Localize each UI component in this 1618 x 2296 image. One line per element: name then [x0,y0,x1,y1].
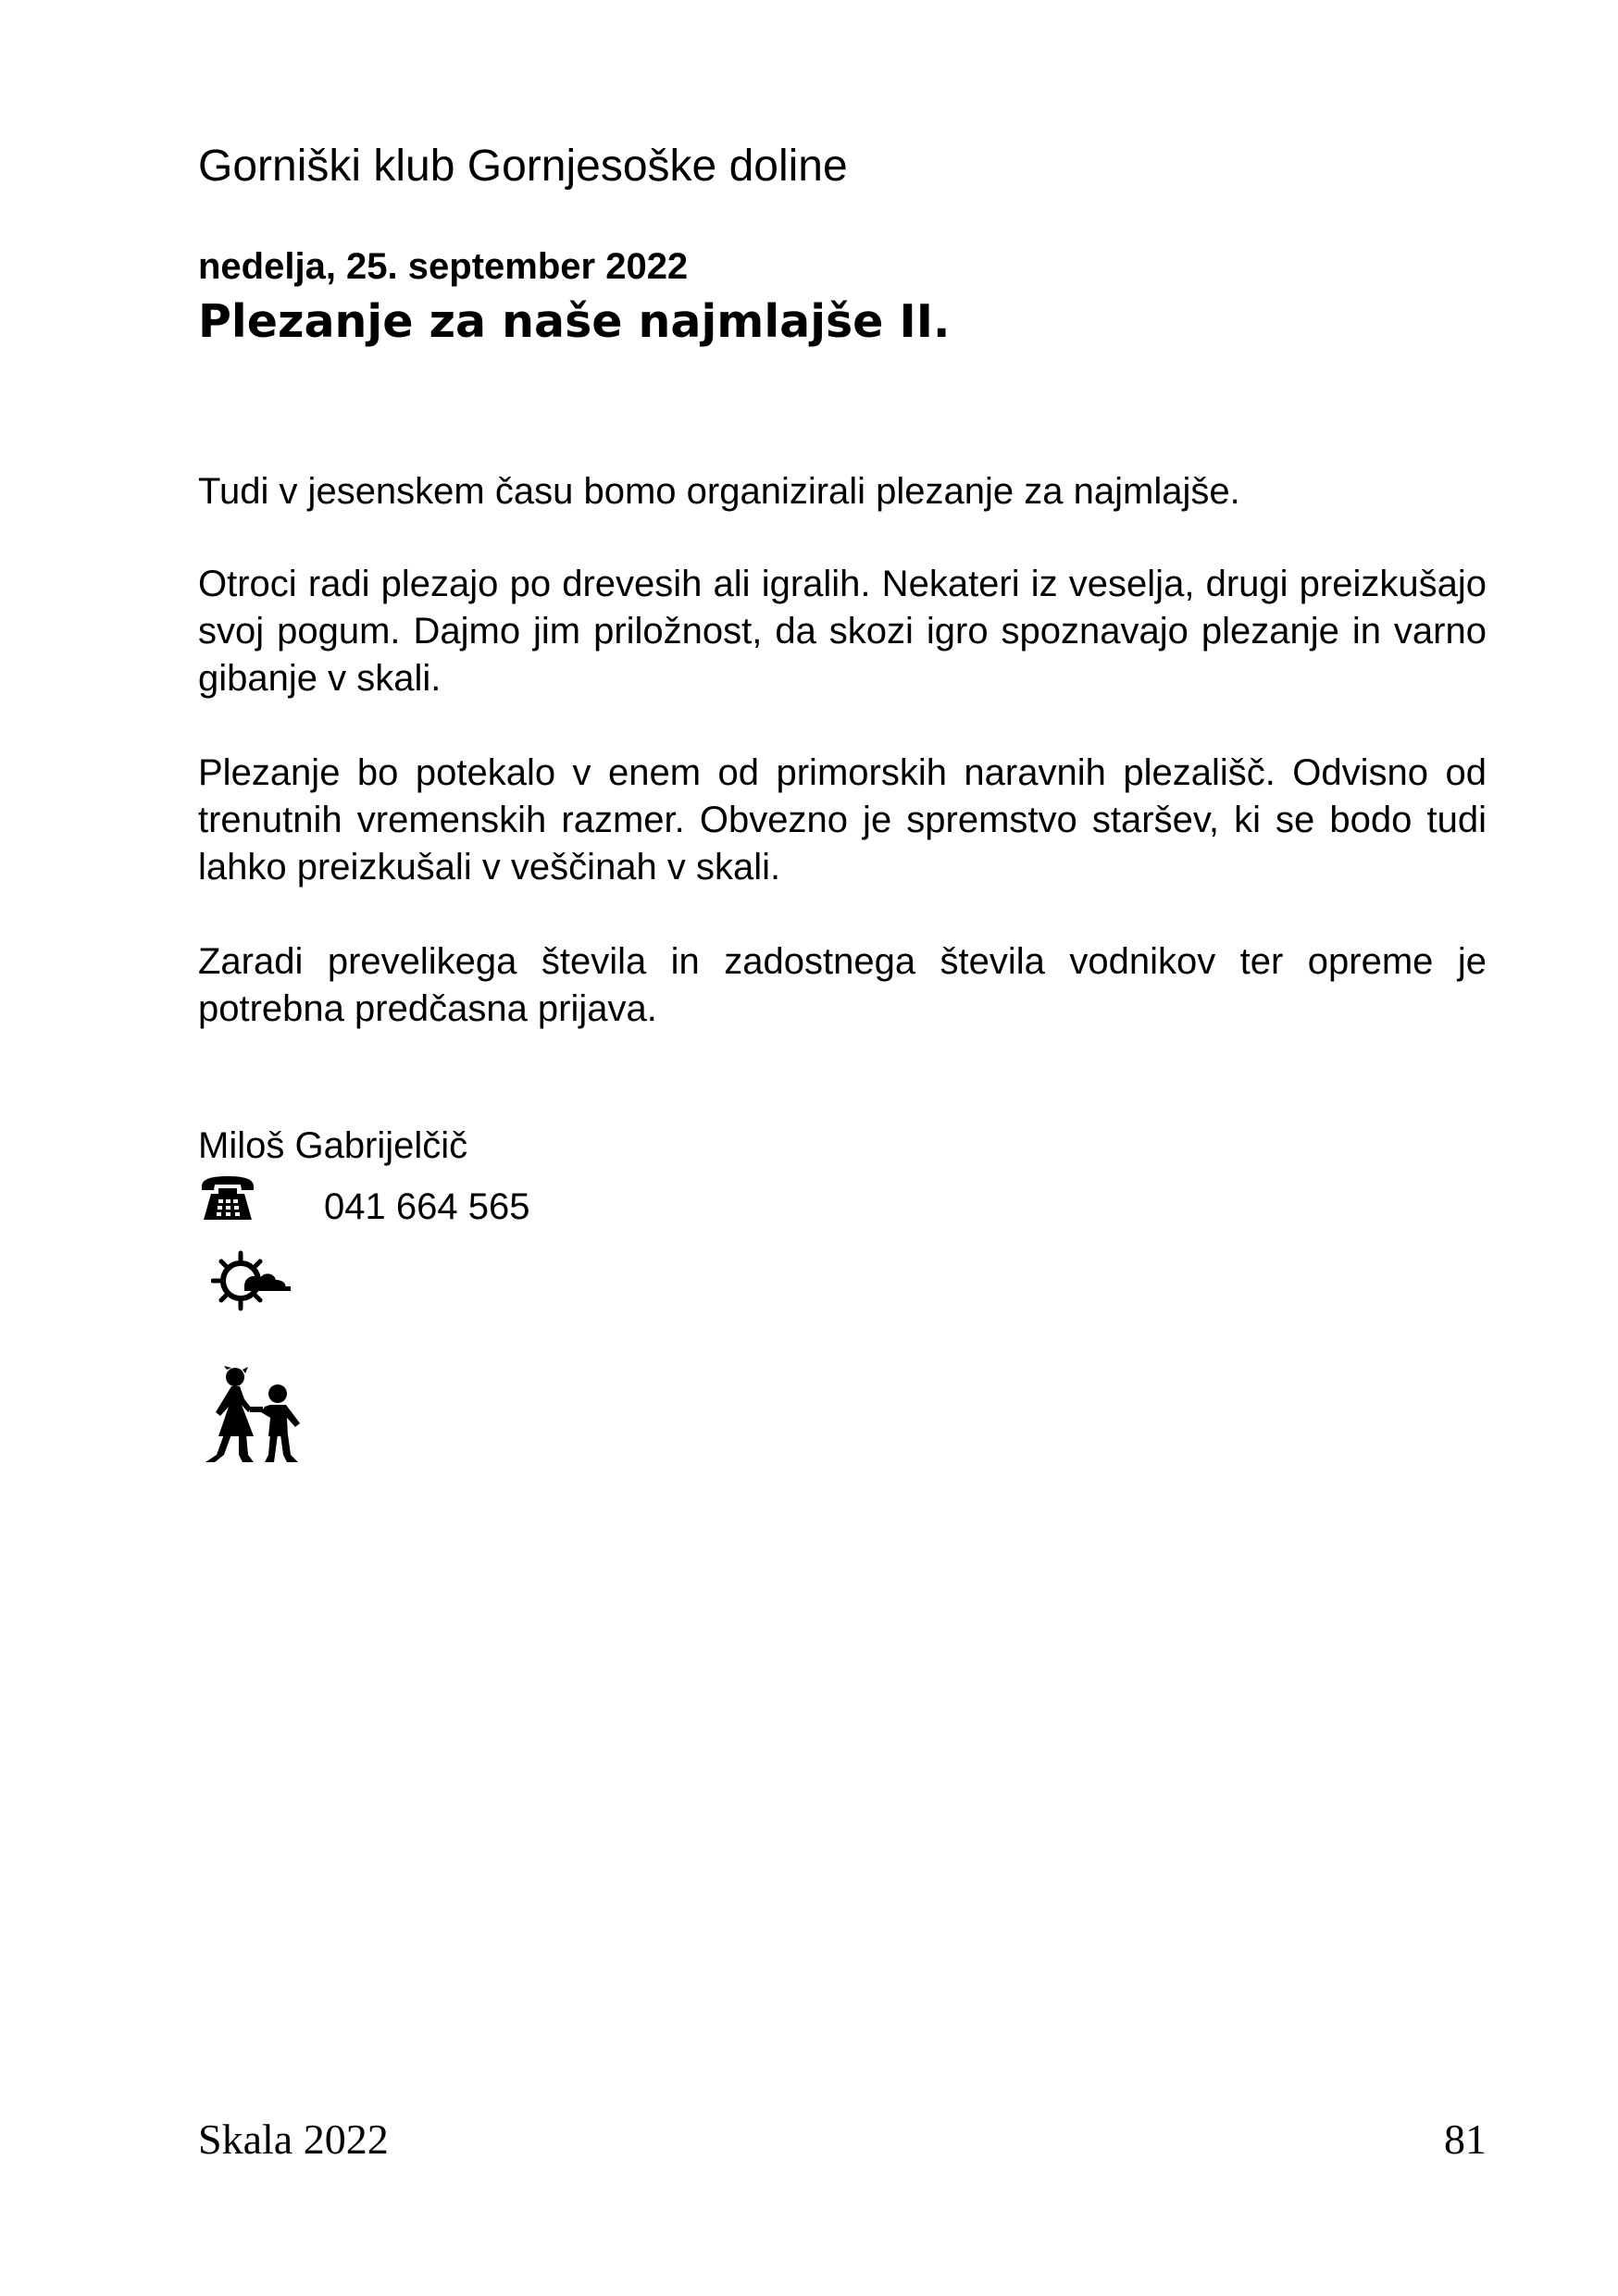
event-date: nedelja, 25. september 2022 [198,246,689,287]
paragraph-location: Plezanje bo potekalo v enem od primorskih naravnih plezališč. Odvisno od trenutnih vremenskih razmer. Obvezno je spremstvo staršev, ki se bodo tudi lahko preizkušali v veščinah v skali. [198,752,1487,887]
weather-dependent-icon [211,1249,292,1312]
paragraph-registration: Zaradi prevelikega števila in zadostnega števila vodnikov ter opreme je potrebna predčasna prijava. [198,941,1487,1029]
event-title: Plezanje za naše najmlajše II. [198,295,951,348]
paragraph-children: Otroci radi plezajo po drevesih ali igralih. Nekateri iz veselja, drugi preizkušajo svoj pogum. Dajmo jim priložnost, da skozi igro spoznavajo plezanje in varno gibanje v skali. [198,564,1487,699]
page-number: 81 [1444,2116,1487,2163]
footer-publication: Skala 2022 [198,2116,389,2163]
paragraph-intro: Tudi v jesenskem času bomo organizirali plezanje za najmlajše. [198,471,1240,512]
contact-name: Miloš Gabrijelčič [198,1125,468,1166]
telephone-icon [198,1173,257,1225]
phone-number: 041 664 565 [324,1186,530,1227]
family-icon [196,1366,313,1468]
club-name: Gorniški klub Gornjesoške doline [198,142,848,191]
